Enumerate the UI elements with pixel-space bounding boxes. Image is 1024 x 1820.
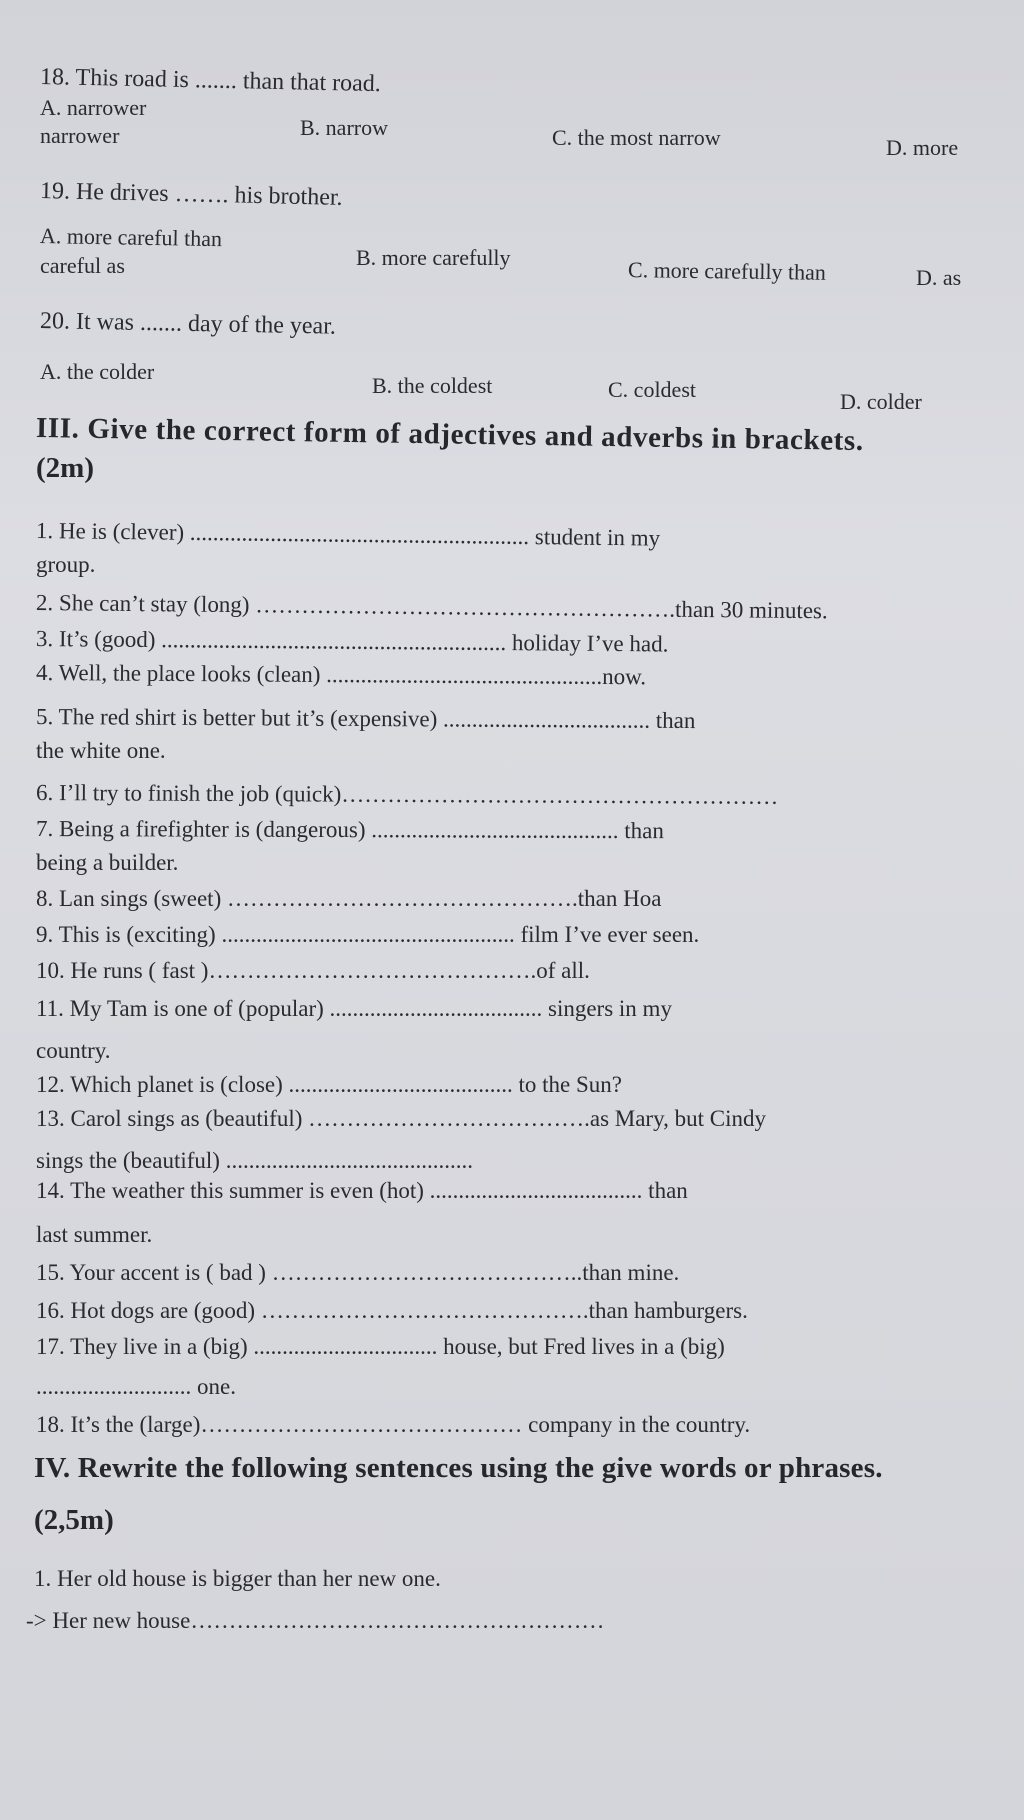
section-3-heading: III. Give the correct form of adjectives and adverbs in brackets. [35,412,864,458]
s3-line-5b: the white one. [36,738,166,763]
mc-19-option-d: D. as [916,265,962,290]
s3-line-8: 8. Lan sings (sweet) ……………………………………….than Hoa [36,886,662,911]
mc-18-option-d: D. more [886,135,959,160]
s3-line-12: 12. Which planet is (close) ....................................... to the Sun? [36,1072,622,1097]
s3-line-10: 10. He runs ( fast )…………………………………….of all. [36,958,590,983]
s3-line-5: 5. The red shirt is better but it’s (expensive) .................................... than [35,704,696,734]
mc-18-option-a-continued: narrower [40,123,120,148]
s3-line-17b: ........................... one. [36,1374,236,1399]
s3-line-14b: last summer. [36,1222,153,1247]
mc-question-18: 18. This road is ....... than that road. [39,64,382,98]
mc-question-20: 20. It was ....... day of the year. [39,308,337,340]
mc-19-option-a: A. more careful than [39,223,223,252]
s3-line-3: 3. It’s (good) ............................................................ holiday I’ve had. [35,626,669,657]
s4-line-1: 1. Her old house is bigger than her new one. [34,1566,441,1591]
s3-line-1: 1. He is (clever) ........................................................... student in my [35,518,661,551]
mc-19-option-b: B. more carefully [356,245,511,270]
mc-19-option-c: C. more carefully than [627,257,827,285]
s3-line-4: 4. Well, the place looks (clean) ................................................now. [35,660,647,690]
s3-line-2: 2. She can’t stay (long) ……………………………………………….than 30 minutes. [35,590,828,624]
mc-18-option-a: A. narrower [40,95,147,120]
s4-line-1-answer: -> Her new house……………………………………………… [26,1608,605,1633]
s3-line-9: 9. This is (exciting) ................................................... film I’ve ever seen. [36,922,700,947]
mc-18-option-b: B. narrow [300,115,388,140]
mc-19-option-a-continued: careful as [40,253,125,278]
section-4-heading: IV. Rewrite the following sentences using the give words or phrases. [34,1452,883,1484]
mc-18-option-c: C. the most narrow [552,125,721,150]
s3-line-18: 18. It’s the (large)…………………………………… company in the country. [36,1412,751,1437]
s3-line-11: 11. My Tam is one of (popular) ..................................... singers in my [36,996,672,1021]
s3-line-13b: sings the (beautiful) ........................................... [36,1148,473,1173]
mc-question-19: 19. He drives ……. his brother. [39,178,343,211]
s3-line-7b: being a builder. [36,850,179,875]
s3-line-16: 16. Hot dogs are (good) …………………………………….than hamburgers. [36,1298,748,1323]
section-3-points: (2m) [36,452,94,484]
s3-line-13: 13. Carol sings as (beautiful) ……………………………….as Mary, but Cindy [36,1106,766,1131]
mc-20-option-d: D. colder [840,389,922,414]
s3-line-14: 14. The weather this summer is even (hot) ..................................... than [36,1178,688,1203]
mc-20-option-c: C. coldest [608,377,696,402]
s3-line-17: 17. They live in a (big) ................................ house, but Fred lives in a (big) [36,1334,725,1359]
s3-line-7: 7. Being a firefighter is (dangerous) ........................................... than [35,816,664,844]
s3-line-1b: group. [36,552,96,577]
section-4-points: (2,5m) [34,1504,114,1536]
s3-line-15: 15. Your accent is ( bad ) …………………………………..than mine. [36,1260,680,1285]
s3-line-6: 6. I’ll try to finish the job (quick)………………………………………………… [35,780,779,809]
mc-20-option-b: B. the coldest [372,373,493,398]
mc-20-option-a: A. the colder [40,359,155,384]
s3-line-11b: country. [36,1038,111,1063]
